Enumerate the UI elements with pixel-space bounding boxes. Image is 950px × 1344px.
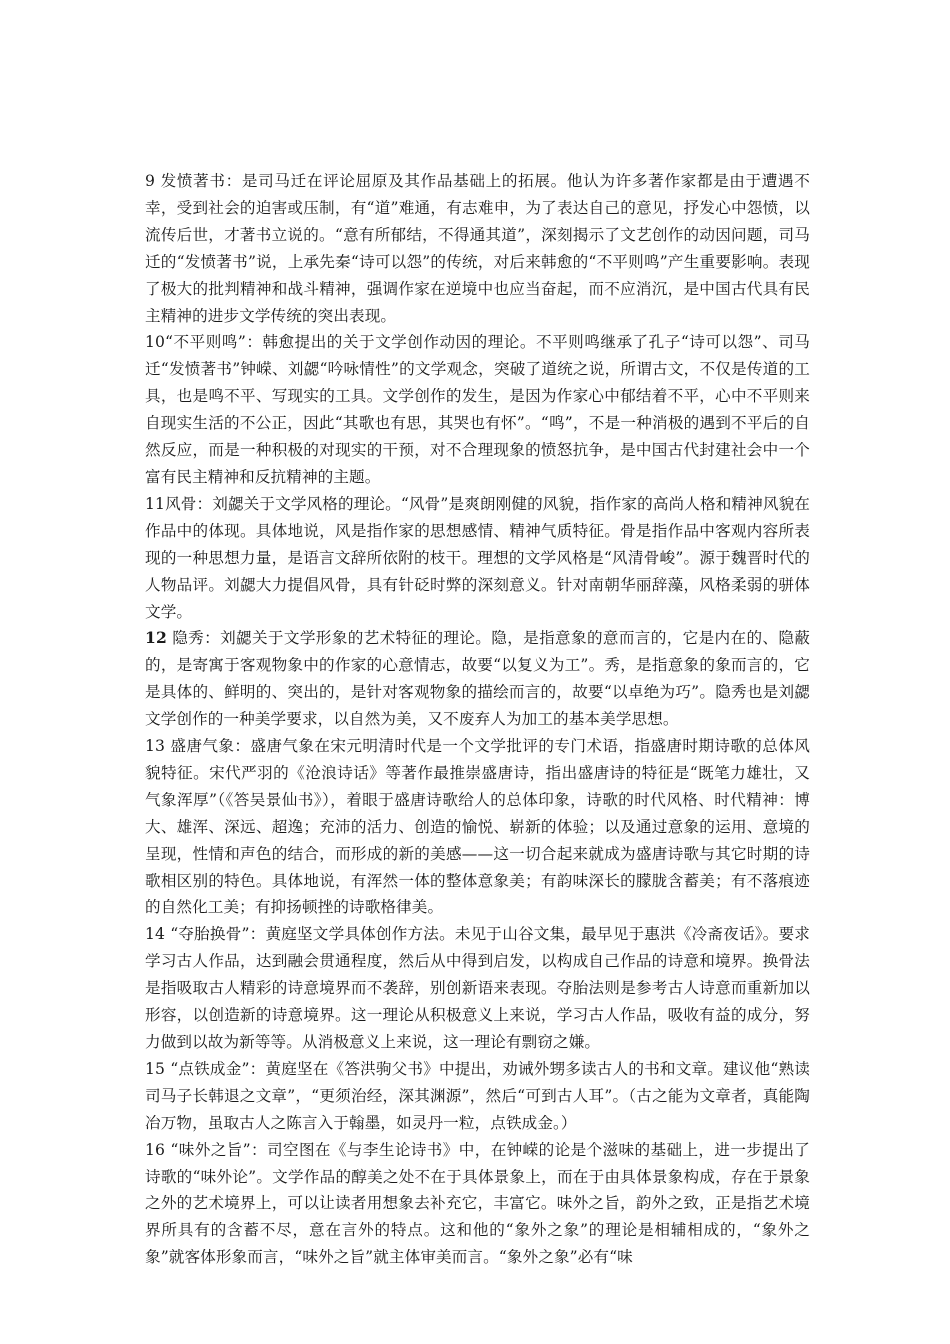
entry-number: 9 [145,172,156,190]
entry-text: 隐秀：刘勰关于文学形象的艺术特征的理论。隐，是指意象的意而言的，它是内在的、隐蔽的，是寄寓于客观物象中的作家的心意情志，故要“以复义为工”。秀，是指意象的象而言的，它是具体的、鲜明的、突出的，是针对客观物象的描绘而言的，故要“以卓绝为巧”。隐秀也是刘勰文学创作的一种美学要求，以自然为美，又不废弃人为加工的基本美学思想。 [145,629,810,729]
entry-number: 11 [145,494,166,513]
entry-number: 15 [145,1059,166,1078]
entry-number: 12 [145,628,167,648]
entry-15 [145,1056,810,1137]
entry-number: 14 [145,925,166,944]
entry-10 [145,329,810,490]
entry-text: “点铁成金”：黄庭坚在《答洪驹父书》中提出，劝诫外甥多读古人的书和文章。建议他“熟读司马子长韩退之文章”，“更须治经，深其渊源”，然后“可到古人耳”。（古之能为文章者，真能陶冶万物，虽取古人之陈言入于翰墨，如灵丹一粒，点铁成金。） [145,1059,810,1132]
entry-text: 发愤著书：是司马迁在评论屈原及其作品基础上的拓展。他认为许多著作家都是由于遭遇不幸，受到社会的迫害或压制，有“道”难通，有志难申，为了表达自己的意见，抒发心中怨愤，以流传后世，才著书立说的。“意有所郁结，不得通其道”，深刻揭示了文艺创作的动因问题，司马迁的“发愤著书”说，上承先秦“诗可以怨”的传统，对后来韩愈的“不平则鸣”产生重要影响。表现了极大的批判精神和战斗精神，强调作家在逆境中也应当奋起，而不应消沉，是中国古代具有民主精神的进步文学传统的突出表现。 [145,172,810,325]
entry-number: 13 [145,737,166,756]
entry-number: 10 [145,333,166,352]
entry-text: “味外之旨”：司空图在《与李生论诗书》中，在钟嵘的论是个滋味的基础上，进一步提出了诗歌的“味外论”。文学作品的醇美之处不在于具体景象上，而在于由具体景象构成，存在于景象之外的艺术境界上，可以让读者用想象去补充它，丰富它。味外之旨，韵外之致，正是指艺术境界所具有的含蓄不尽，意在言外的特点。这和他的“象外之象”的理论是相辅相成的，“象外之象”就客体形象而言，“味外之旨”就主体审美而言。“象外之象”必有“味 [145,1140,810,1267]
entry-13 [145,733,810,921]
entry-12 [145,625,810,733]
entry-14 [145,921,810,1056]
entry-16 [145,1137,810,1272]
entry-text: 盛唐气象：盛唐气象在宋元明清时代是一个文学批评的专门术语，指盛唐时期诗歌的总体风貌特征。宋代严羽的《沧浪诗话》等著作最推崇盛唐诗，指出盛唐诗的特征是“既笔力雄壮，又气象浑厚”（《答吴景仙书》），着眼于盛唐诗歌给人的总体印象，诗歌的时代风格、时代精神：博大、雄浑、深远、超逸；充沛的活力、创造的愉悦、崭新的体验；以及通过意象的运用、意境的呈现，性情和声色的结合，而形成的新的美感——这一切合起来就成为盛唐诗歌与其它时期的诗歌相区别的特色。具体地说，有浑然一体的整体意象美；有韵味深长的朦胧含蓄美；有不落痕迹的自然化工美；有抑扬顿挫的诗歌格律美。 [145,737,810,917]
entry-9 [145,168,810,329]
entry-number: 16 [145,1140,166,1159]
entry-text: 风骨：刘勰关于文学风格的理论。“风骨”是爽朗刚健的风貌，指作家的高尚人格和精神风貌在作品中的体现。具体地说，风是指作家的思想感情、精神气质特征。骨是指作品中客观内容所表现的一种思想力量，是语言文辞所依附的枝干。理想的文学风格是“风清骨峻”。源于魏晋时代的人物品评。刘勰大力提倡风骨，具有针砭时弊的深刻意义。针对南朝华丽辞藻，风格柔弱的骈体文学。 [145,494,810,621]
entry-text: “不平则鸣”：韩愈提出的关于文学创作动因的理论。不平则鸣继承了孔子“诗可以怨”、司马迁“发愤著书”钟嵘、刘勰“吟咏情性”的文学观念，突破了道统之说，所谓古文，不仅是传道的工具，也是鸣不平、写现实的工具。文学创作的发生，是因为作家心中郁结着不平，心中不平则来自现实生活的不公正，因此“其歌也有思，其哭也有怀”。“鸣”，不是一种消极的遇到不平后的自然反应，而是一种积极的对现实的干预，对不合理现象的愤怒抗争，是中国古代封建社会中一个富有民主精神和反抗精神的主题。 [145,333,810,486]
entry-11 [145,491,810,626]
entry-text: “夺胎换骨”：黄庭坚文学具体创作方法。未见于山谷文集，最早见于惠洪《冷斋夜话》。要求学习古人作品，达到融会贯通程度，然后从中得到启发，以构成自己作品的诗意和境界。换骨法是指吸取古人精彩的诗意境界而不袭辞，别创新语来表现。夺胎法则是参考古人诗意而重新加以形容，以创造新的诗意境界。这一理论从积极意义上来说，学习古人作品，吸收有益的成分，努力做到以故为新等等。从消极意义上来说，这一理论有剽窃之嫌。 [145,925,810,1051]
document-body [145,168,810,1271]
